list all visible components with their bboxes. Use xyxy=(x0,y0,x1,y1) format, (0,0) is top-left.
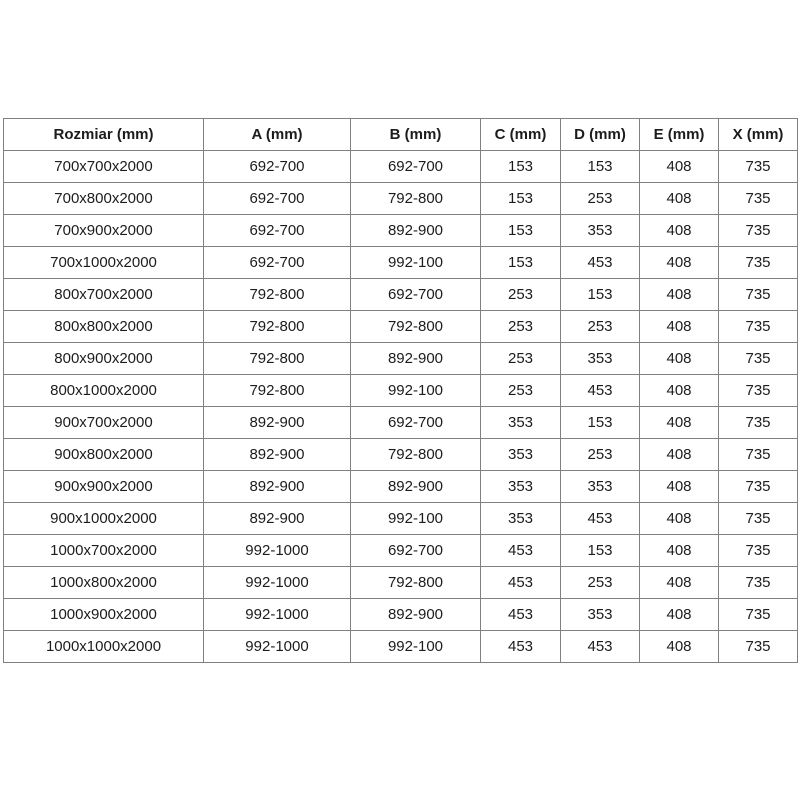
table-cell: 153 xyxy=(481,247,561,279)
column-header: B (mm) xyxy=(351,119,481,151)
table-cell: 892-900 xyxy=(204,439,351,471)
table-cell: 792-800 xyxy=(351,439,481,471)
table-cell: 408 xyxy=(640,439,719,471)
table-cell: 892-900 xyxy=(204,471,351,503)
table-cell: 253 xyxy=(561,183,640,215)
table-cell: 735 xyxy=(719,311,798,343)
table-cell: 408 xyxy=(640,407,719,439)
table-cell: 1000x700x2000 xyxy=(4,535,204,567)
table-cell: 153 xyxy=(561,535,640,567)
table-cell: 408 xyxy=(640,599,719,631)
table-cell: 700x800x2000 xyxy=(4,183,204,215)
header-row xyxy=(4,119,798,151)
table-cell: 253 xyxy=(481,279,561,311)
table-cell: 408 xyxy=(640,151,719,183)
table-cell: 453 xyxy=(481,567,561,599)
table-cell: 892-900 xyxy=(204,407,351,439)
table-row xyxy=(4,343,798,375)
table-cell: 992-100 xyxy=(351,247,481,279)
table-cell: 735 xyxy=(719,279,798,311)
table-cell: 353 xyxy=(481,439,561,471)
table-cell: 253 xyxy=(481,343,561,375)
table-cell: 735 xyxy=(719,343,798,375)
table-cell: 353 xyxy=(561,471,640,503)
table-cell: 1000x1000x2000 xyxy=(4,631,204,663)
table-cell: 153 xyxy=(561,279,640,311)
table-cell: 692-700 xyxy=(204,151,351,183)
table-cell: 453 xyxy=(561,503,640,535)
table-cell: 900x900x2000 xyxy=(4,471,204,503)
table-cell: 900x700x2000 xyxy=(4,407,204,439)
column-header: C (mm) xyxy=(481,119,561,151)
table-cell: 153 xyxy=(561,407,640,439)
table-cell: 408 xyxy=(640,343,719,375)
table-cell: 892-900 xyxy=(204,503,351,535)
table-cell: 800x1000x2000 xyxy=(4,375,204,407)
table-cell: 800x700x2000 xyxy=(4,279,204,311)
table-row xyxy=(4,247,798,279)
size-dimensions-table xyxy=(3,118,798,663)
table-cell: 992-1000 xyxy=(204,631,351,663)
table-cell: 892-900 xyxy=(351,471,481,503)
table-cell: 700x1000x2000 xyxy=(4,247,204,279)
table-cell: 735 xyxy=(719,407,798,439)
table-cell: 453 xyxy=(481,631,561,663)
table-row xyxy=(4,183,798,215)
table-cell: 453 xyxy=(481,599,561,631)
table-row xyxy=(4,215,798,247)
table-cell: 253 xyxy=(561,567,640,599)
table-cell: 153 xyxy=(561,151,640,183)
table-cell: 735 xyxy=(719,215,798,247)
table-row xyxy=(4,311,798,343)
table-cell: 735 xyxy=(719,471,798,503)
table-cell: 792-800 xyxy=(351,183,481,215)
table-cell: 735 xyxy=(719,567,798,599)
table-cell: 892-900 xyxy=(351,599,481,631)
table-cell: 253 xyxy=(481,311,561,343)
table-cell: 408 xyxy=(640,375,719,407)
table-cell: 408 xyxy=(640,503,719,535)
table-cell: 153 xyxy=(481,215,561,247)
table-cell: 408 xyxy=(640,279,719,311)
table-cell: 735 xyxy=(719,183,798,215)
table-cell: 735 xyxy=(719,439,798,471)
table-cell: 735 xyxy=(719,599,798,631)
table-cell: 408 xyxy=(640,311,719,343)
table-cell: 992-100 xyxy=(351,375,481,407)
column-header: X (mm) xyxy=(719,119,798,151)
table-row xyxy=(4,567,798,599)
table-cell: 153 xyxy=(481,183,561,215)
table-cell: 900x1000x2000 xyxy=(4,503,204,535)
table-cell: 692-700 xyxy=(351,151,481,183)
table-cell: 353 xyxy=(561,215,640,247)
table-cell: 692-700 xyxy=(204,247,351,279)
column-header: E (mm) xyxy=(640,119,719,151)
table-cell: 792-800 xyxy=(204,375,351,407)
table-row xyxy=(4,535,798,567)
table-cell: 253 xyxy=(481,375,561,407)
table-cell: 792-800 xyxy=(204,311,351,343)
table-cell: 153 xyxy=(481,151,561,183)
table-cell: 408 xyxy=(640,471,719,503)
table-row xyxy=(4,439,798,471)
table-cell: 453 xyxy=(561,375,640,407)
table-cell: 735 xyxy=(719,375,798,407)
table-cell: 735 xyxy=(719,151,798,183)
table-cell: 692-700 xyxy=(204,215,351,247)
table-cell: 253 xyxy=(561,439,640,471)
table-cell: 353 xyxy=(481,471,561,503)
table-cell: 892-900 xyxy=(351,343,481,375)
table-cell: 453 xyxy=(481,535,561,567)
table-cell: 992-1000 xyxy=(204,599,351,631)
table-cell: 800x900x2000 xyxy=(4,343,204,375)
table-cell: 792-800 xyxy=(204,343,351,375)
table-cell: 408 xyxy=(640,535,719,567)
table-cell: 253 xyxy=(561,311,640,343)
table-cell: 353 xyxy=(481,503,561,535)
table-cell: 992-1000 xyxy=(204,535,351,567)
column-header: A (mm) xyxy=(204,119,351,151)
column-header: Rozmiar (mm) xyxy=(4,119,204,151)
table-row xyxy=(4,151,798,183)
table-row xyxy=(4,471,798,503)
table-cell: 792-800 xyxy=(204,279,351,311)
table-cell: 800x800x2000 xyxy=(4,311,204,343)
table-cell: 792-800 xyxy=(351,567,481,599)
table-row xyxy=(4,599,798,631)
table-cell: 692-700 xyxy=(351,407,481,439)
table-cell: 735 xyxy=(719,247,798,279)
table-row xyxy=(4,279,798,311)
table-cell: 692-700 xyxy=(351,535,481,567)
table-cell: 353 xyxy=(561,599,640,631)
table-cell: 900x800x2000 xyxy=(4,439,204,471)
table-cell: 992-1000 xyxy=(204,567,351,599)
column-header: D (mm) xyxy=(561,119,640,151)
table-cell: 453 xyxy=(561,631,640,663)
table-cell: 408 xyxy=(640,183,719,215)
table-cell: 735 xyxy=(719,535,798,567)
table-cell: 408 xyxy=(640,215,719,247)
table-cell: 1000x900x2000 xyxy=(4,599,204,631)
table-cell: 700x700x2000 xyxy=(4,151,204,183)
table-cell: 408 xyxy=(640,567,719,599)
table-cell: 1000x800x2000 xyxy=(4,567,204,599)
table-row xyxy=(4,631,798,663)
table-row xyxy=(4,375,798,407)
table-cell: 453 xyxy=(561,247,640,279)
table-cell: 692-700 xyxy=(351,279,481,311)
table-cell: 992-100 xyxy=(351,503,481,535)
table-cell: 735 xyxy=(719,503,798,535)
table-cell: 692-700 xyxy=(204,183,351,215)
table-cell: 792-800 xyxy=(351,311,481,343)
table-body xyxy=(4,151,798,663)
table-cell: 408 xyxy=(640,631,719,663)
table-row xyxy=(4,407,798,439)
table-cell: 992-100 xyxy=(351,631,481,663)
table-cell: 408 xyxy=(640,247,719,279)
table-cell: 735 xyxy=(719,631,798,663)
table-cell: 353 xyxy=(481,407,561,439)
table-cell: 892-900 xyxy=(351,215,481,247)
table-cell: 353 xyxy=(561,343,640,375)
table-row xyxy=(4,503,798,535)
table-cell: 700x900x2000 xyxy=(4,215,204,247)
